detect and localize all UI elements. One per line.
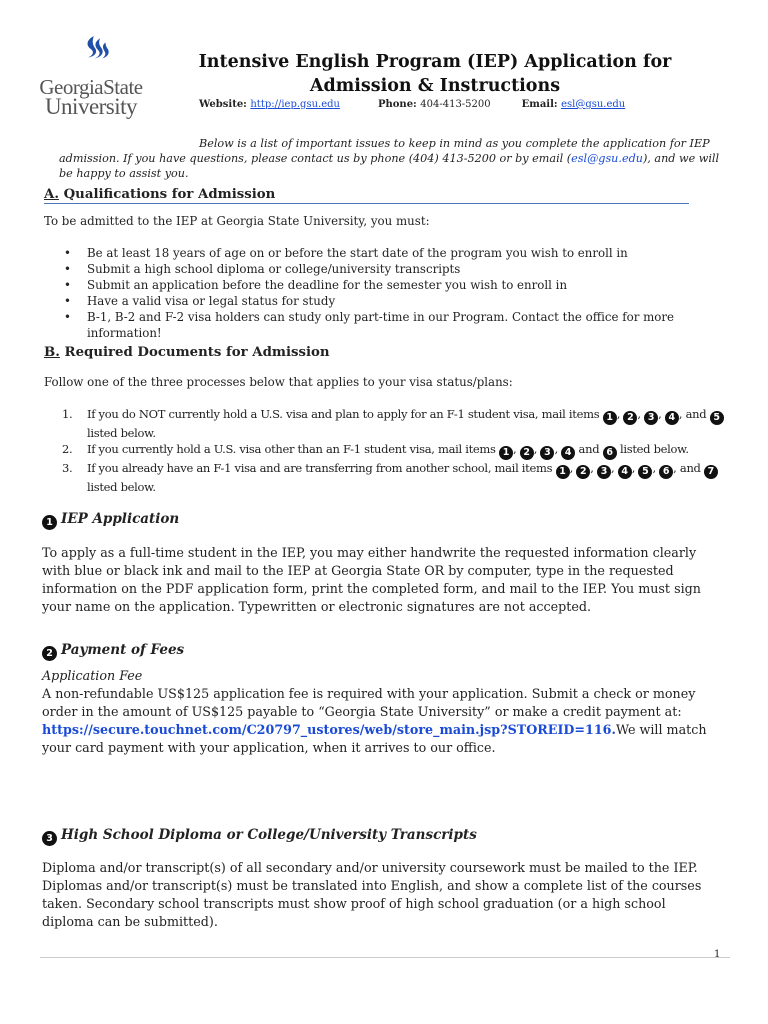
number-6-icon: 6 bbox=[659, 465, 673, 479]
phone-label: Phone: bbox=[377, 99, 417, 110]
logo-line1: GeorgiaState bbox=[39, 75, 143, 99]
number-2-icon: 2 bbox=[623, 411, 637, 425]
and-text: and bbox=[578, 442, 600, 456]
page-title bbox=[180, 50, 690, 98]
step3-heading bbox=[42, 827, 477, 846]
step2-body bbox=[42, 685, 714, 757]
number-5-icon: 5 bbox=[638, 465, 652, 479]
section-a-heading bbox=[44, 187, 689, 204]
item-number: 1. bbox=[62, 407, 73, 421]
number-1-icon: 1 bbox=[499, 446, 513, 460]
and-text: and bbox=[679, 461, 701, 475]
footer-divider bbox=[40, 957, 730, 958]
step2-body-text: A non-refundable US$125 application fee is required with your application. Submit a check or money order in the amount of US$125 payable to “Georgia State University” or make a credit payment at: bbox=[42, 686, 696, 719]
step3-body: Diploma and/or transcript(s) of all secondary and/or university coursework must be mailed to the IEP. Diplomas and/or transcript(s) must be translated into English, and show a complete list of the courses taken. Secondary school transcripts must show proof of high school graduation (or a high school diploma can be submitted). bbox=[42, 860, 702, 929]
number-5-icon: 5 bbox=[710, 411, 724, 425]
number-2-icon: 2 bbox=[520, 446, 534, 460]
number-7-icon: 7 bbox=[704, 465, 718, 479]
title-line2: Admission & Instructions bbox=[309, 76, 561, 96]
item-text: If you currently hold a U.S. visa other than an F-1 student visa, mail items bbox=[87, 442, 496, 456]
item-number: 3. bbox=[62, 461, 73, 475]
step3-title: High School Diploma or College/University Transcripts bbox=[61, 827, 477, 843]
number-1-icon: 1 bbox=[556, 465, 570, 479]
number-1-icon: 1 bbox=[603, 411, 617, 425]
logo-line2: University bbox=[44, 94, 138, 119]
section-a-title: Qualifications for Admission bbox=[63, 187, 276, 202]
item-tail: listed below. bbox=[87, 480, 156, 494]
phone-value: 404-413-5200 bbox=[420, 99, 491, 110]
section-b-heading bbox=[44, 345, 330, 360]
step1-title: IEP Application bbox=[61, 511, 180, 527]
number-4-icon: 4 bbox=[561, 446, 575, 460]
item-text: If you do NOT currently hold a U.S. visa and plan to apply for an F-1 student visa, mail items bbox=[87, 407, 600, 421]
list-item: • B-1, B-2 and F-2 visa holders can study only part-time in our Program. Contact the office for more information! bbox=[44, 309, 724, 341]
step2-title: Payment of Fees bbox=[61, 642, 185, 658]
number-3-icon: 3 bbox=[644, 411, 658, 425]
page-number: 1 bbox=[714, 949, 721, 960]
number-4-icon: 4 bbox=[618, 465, 632, 479]
intro-text1: Below is a list of important issues to keep in mind as you complete the application for IEP admission. If you have questions, please contact us by phone (404) 413-5200 or by email ( bbox=[59, 137, 710, 165]
number-4-icon: 4 bbox=[665, 411, 679, 425]
intro-email-link[interactable]: esl@gsu.edu bbox=[571, 152, 643, 165]
intro-paragraph bbox=[59, 136, 729, 181]
qualifications-list bbox=[44, 245, 724, 341]
website-link[interactable]: http://iep.gsu.edu bbox=[250, 99, 340, 110]
gsu-logo-wordmark bbox=[36, 75, 146, 119]
item-tail: listed below. bbox=[87, 426, 156, 440]
email-link[interactable]: esl@gsu.edu bbox=[561, 99, 626, 110]
item-tail: listed below. bbox=[619, 442, 689, 456]
contact-line bbox=[199, 99, 625, 110]
number-2-icon: 2 bbox=[42, 646, 57, 661]
process-list bbox=[44, 406, 724, 495]
number-3-icon: 3 bbox=[42, 831, 57, 846]
list-item: • Be at least 18 years of age on or before the start date of the program you wish to enroll in bbox=[44, 245, 724, 261]
list-item: • Submit an application before the deadline for the semester you wish to enroll in bbox=[44, 277, 724, 293]
section-a-letter: A. bbox=[44, 187, 59, 202]
list-item: 2. If you currently hold a U.S. visa other than an F-1 student visa, mail items 1 , 2 , 3 , 4 and 6 listed below. bbox=[62, 442, 689, 458]
list-item: • Have a valid visa or legal status for study bbox=[44, 293, 724, 309]
section-b-lead: Follow one of the three processes below that applies to your visa status/plans: bbox=[44, 375, 513, 389]
step2-heading bbox=[42, 642, 184, 661]
item-text: If you already have an F-1 visa and are transferring from another school, mail items bbox=[87, 461, 553, 475]
title-line1: Intensive English Program (IEP) Application for bbox=[198, 52, 672, 72]
step1-body: To apply as a full-time student in the IEP, you may either handwrite the requested information clearly with blue or black ink and mail to the IEP at Georgia State OR by computer, type in the requested information on the PDF application form, print the completed form, and mail to the IEP. You must sign your name on the application. Typewritten or electronic signatures are not accepted. bbox=[42, 545, 701, 614]
number-3-icon: 3 bbox=[597, 465, 611, 479]
number-6-icon: 6 bbox=[603, 446, 617, 460]
number-1-icon: 1 bbox=[42, 515, 57, 530]
section-a-lead: To be admitted to the IEP at Georgia State University, you must: bbox=[44, 214, 430, 228]
step2-body-tail: We will match your card payment with your application, when it arrives to our office. bbox=[42, 722, 707, 755]
section-b-title: Required Documents for Admission bbox=[64, 345, 330, 360]
number-2-icon: 2 bbox=[576, 465, 590, 479]
number-3-icon: 3 bbox=[540, 446, 554, 460]
item-number: 2. bbox=[62, 442, 73, 456]
section-b-letter: B. bbox=[44, 345, 60, 360]
and-text: and bbox=[685, 407, 707, 421]
email-label: Email: bbox=[521, 99, 558, 110]
list-item: 3. If you already have an F-1 visa and are transferring from another school, mail items 1 , 2 , 3 , 4 , 5 , 6 , and 7 listed below. bbox=[44, 460, 724, 495]
step2-subhead: Application Fee bbox=[42, 668, 143, 683]
list-item: 1. If you do NOT currently hold a U.S. visa and plan to apply for an F-1 student visa, mail items 1 , 2 , 3 , 4 , and 5 listed below. bbox=[44, 406, 724, 441]
step1-heading bbox=[42, 511, 179, 530]
list-item: • Submit a high school diploma or college/university transcripts bbox=[44, 261, 724, 277]
website-label: Website: bbox=[199, 99, 247, 110]
payment-url-link[interactable]: https://secure.touchnet.com/C20797_ustores/web/store_main.jsp?STOREID=116. bbox=[42, 722, 616, 737]
intro-text2: ), and we will be happy to assist you. bbox=[59, 152, 720, 180]
